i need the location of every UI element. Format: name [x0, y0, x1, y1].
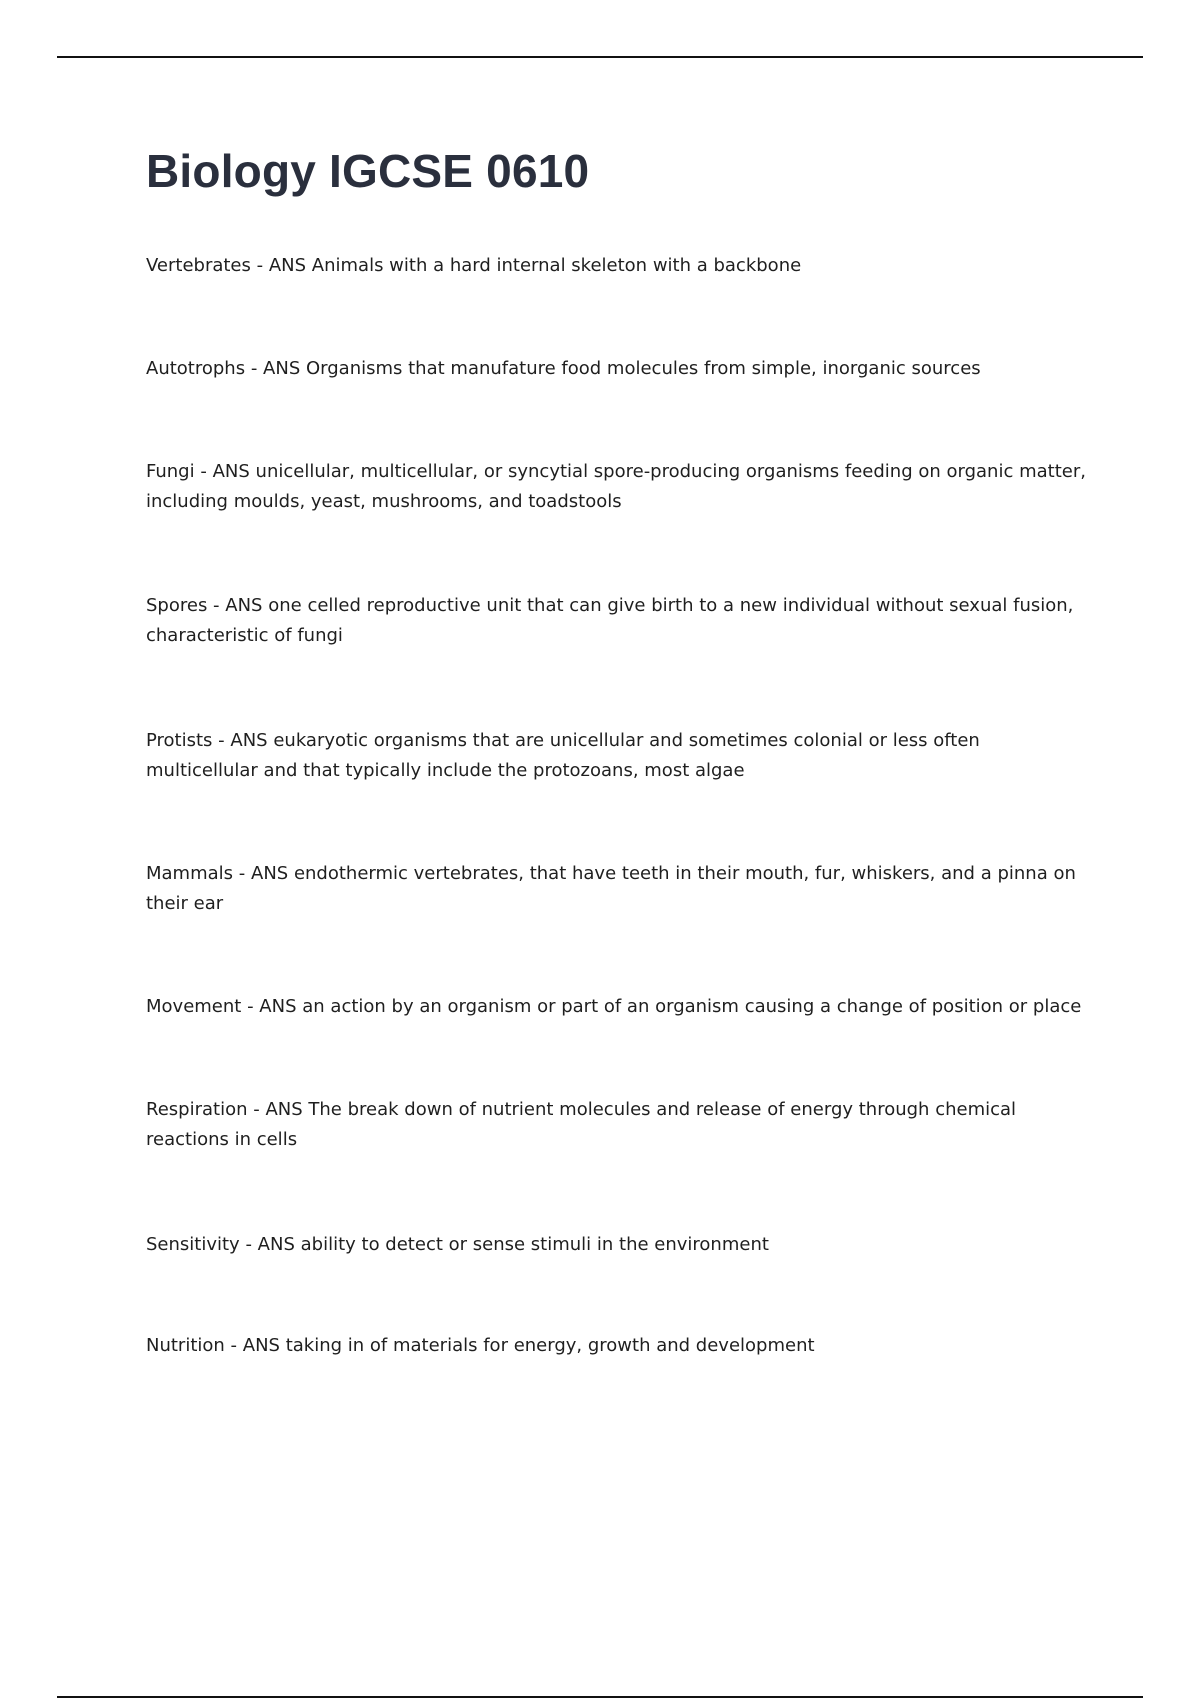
top-rule — [57, 56, 1143, 58]
entry-definition: The break down of nutrient molecules and release of energy through chemical reactions in cells — [146, 1099, 1017, 1150]
entry-definition: one celled reproductive unit that can give birth to a new individual without sexual fusion, characteristic of fungi — [146, 595, 1074, 646]
entry-definition: eukaryotic organisms that are unicellular and sometimes colonial or less often multicellular and that typically include the protozoans, most algae — [146, 730, 980, 781]
entry-term: Mammals - — [146, 863, 251, 884]
entry-ans-tag: ANS — [251, 863, 289, 884]
entry-term: Respiration - — [146, 1099, 265, 1120]
entry-definition: unicellular, multicellular, or syncytial spore-producing organisms feeding on organic matter, including moulds, yeast, mushrooms, and toadstools — [146, 461, 1086, 512]
entry-ans-tag: ANS — [225, 595, 263, 616]
entry-term: Sensitivity - — [146, 1234, 258, 1255]
entry-definition: taking in of materials for energy, growth and development — [285, 1335, 815, 1356]
entry-ans-tag: ANS — [257, 1234, 295, 1255]
entry-autotrophs — [146, 354, 1086, 384]
entry-ans-tag: ANS — [263, 358, 301, 379]
entry-ans-tag: ANS — [268, 255, 307, 276]
entry-mammals — [146, 859, 1086, 919]
entry-ans-tag: ANS — [242, 1335, 280, 1356]
entry-nutrition — [146, 1331, 1086, 1361]
entry-term: Protists - — [146, 730, 230, 751]
page-title: Biology IGCSE 0610 — [146, 145, 590, 197]
entry-term: Nutrition - — [146, 1335, 243, 1356]
entry-definition: Organisms that manufature food molecules from simple, inorganic sources — [306, 358, 981, 379]
entry-definition: Animals with a hard internal skeleton with a backbone — [311, 255, 802, 276]
entry-ans-tag: ANS — [265, 1099, 303, 1120]
entry-vertebrates — [146, 251, 1086, 281]
entry-definition: endothermic vertebrates, that have teeth in their mouth, fur, whiskers, and a pinna on their ear — [146, 863, 1076, 914]
entry-respiration — [146, 1095, 1086, 1155]
entry-term: Movement - — [146, 996, 259, 1017]
entry-term: Fungi - — [146, 461, 213, 482]
entry-protists — [146, 726, 1086, 786]
entry-definition: an action by an organism or part of an organism causing a change of position or place — [302, 996, 1082, 1017]
entry-ans-tag: ANS — [212, 461, 250, 482]
entry-term: Autotrophs - — [146, 358, 263, 379]
entry-ans-tag: ANS — [230, 730, 268, 751]
entry-ans-tag: ANS — [259, 996, 297, 1017]
entry-movement — [146, 992, 1086, 1022]
entry-definition: ability to detect or sense stimuli in the environment — [300, 1234, 769, 1255]
entry-spores — [146, 591, 1086, 651]
entry-sensitivity — [146, 1230, 1086, 1260]
entry-term: Vertebrates - — [146, 255, 269, 276]
entry-fungi — [146, 457, 1086, 517]
entry-term: Spores - — [146, 595, 225, 616]
bottom-rule — [57, 1696, 1143, 1698]
